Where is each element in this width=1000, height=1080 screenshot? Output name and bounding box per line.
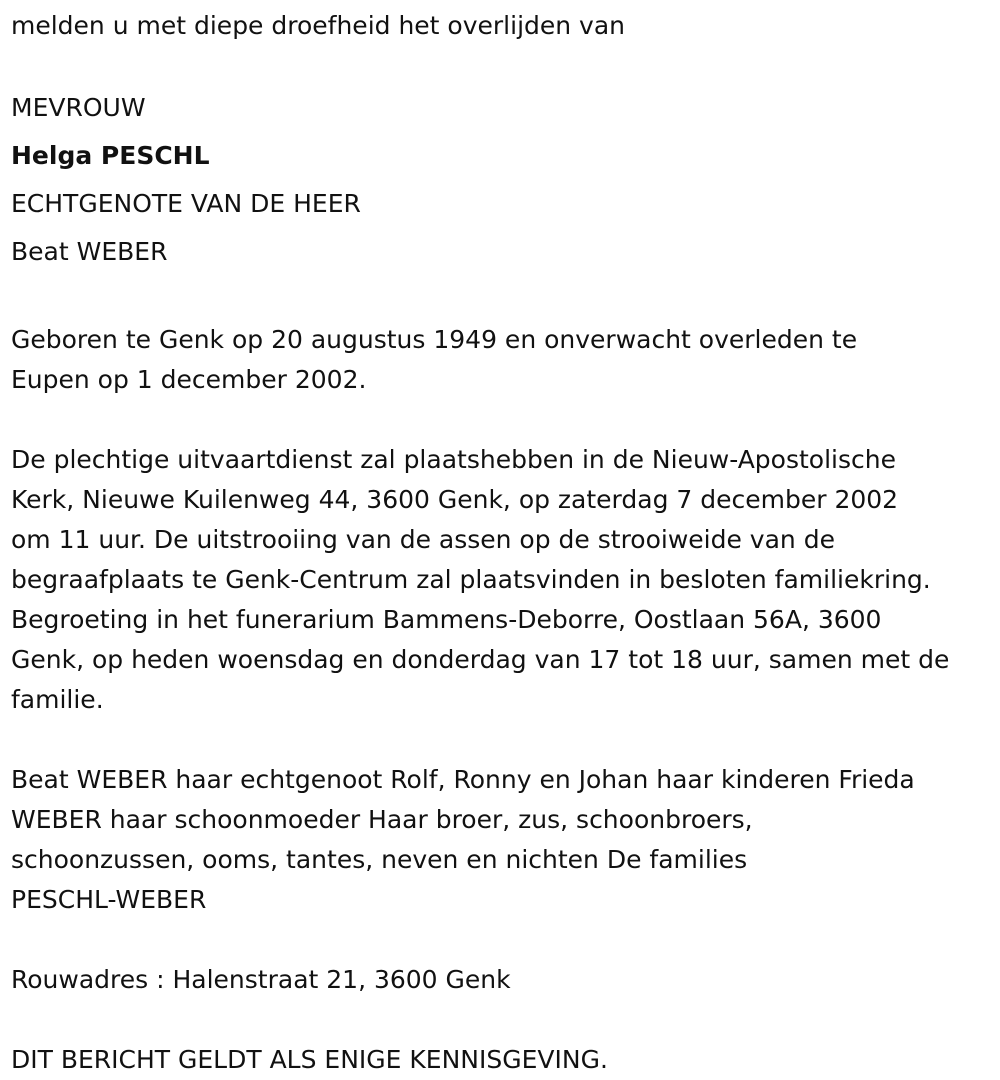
paragraph-line: familie. xyxy=(11,685,104,714)
family-paragraph xyxy=(11,760,996,920)
paragraph-line: Begroeting in het funerarium Bammens-Deborre, Oostlaan 56A, 3600 xyxy=(11,605,882,634)
mourning-address: Rouwadres : Halenstraat 21, 3600 Genk xyxy=(11,965,511,994)
spouse-name: Beat WEBER xyxy=(11,237,168,266)
paragraph-line: Genk, op heden woensdag en donderdag van 17 tot 18 uur, samen met de xyxy=(11,645,950,674)
paragraph-line: De plechtige uitvaartdienst zal plaatshebben in de Nieuw-Apostolische xyxy=(11,445,896,474)
paragraph-line: om 11 uur. De uitstrooiing van de assen op de strooiweide van de xyxy=(11,525,835,554)
paragraph-line: WEBER haar schoonmoeder Haar broer, zus, schoonbroers, xyxy=(11,805,753,834)
paragraph-line: begraafplaats te Genk-Centrum zal plaatsvinden in besloten familiekring. xyxy=(11,565,931,594)
intro-text: melden u met diepe droefheid het overlijden van xyxy=(11,11,626,40)
notice-paragraph xyxy=(11,1040,996,1080)
notice-text: DIT BERICHT GELDT ALS ENIGE KENNISGEVING. xyxy=(11,1045,608,1074)
ceremony-paragraph xyxy=(11,440,996,720)
birth-death-paragraph xyxy=(11,320,996,400)
deceased-block xyxy=(11,84,996,276)
paragraph-line: Eupen op 1 december 2002. xyxy=(11,365,367,394)
deceased-relation: ECHTGENOTE VAN DE HEER xyxy=(11,189,361,218)
paragraph-line: Beat WEBER haar echtgenoot Rolf, Ronny en Johan haar kinderen Frieda xyxy=(11,765,915,794)
paragraph-line: schoonzussen, ooms, tantes, neven en nichten De families xyxy=(11,845,748,874)
paragraph-line: Kerk, Nieuwe Kuilenweg 44, 3600 Genk, op zaterdag 7 december 2002 xyxy=(11,485,899,514)
address-paragraph xyxy=(11,960,996,1000)
deceased-title: MEVROUW xyxy=(11,93,146,122)
paragraph-line: PESCHL-WEBER xyxy=(11,885,207,914)
obituary-document xyxy=(11,0,996,1080)
deceased-name: Helga PESCHL xyxy=(11,141,210,170)
paragraph-line: Geboren te Genk op 20 augustus 1949 en onverwacht overleden te xyxy=(11,325,858,354)
